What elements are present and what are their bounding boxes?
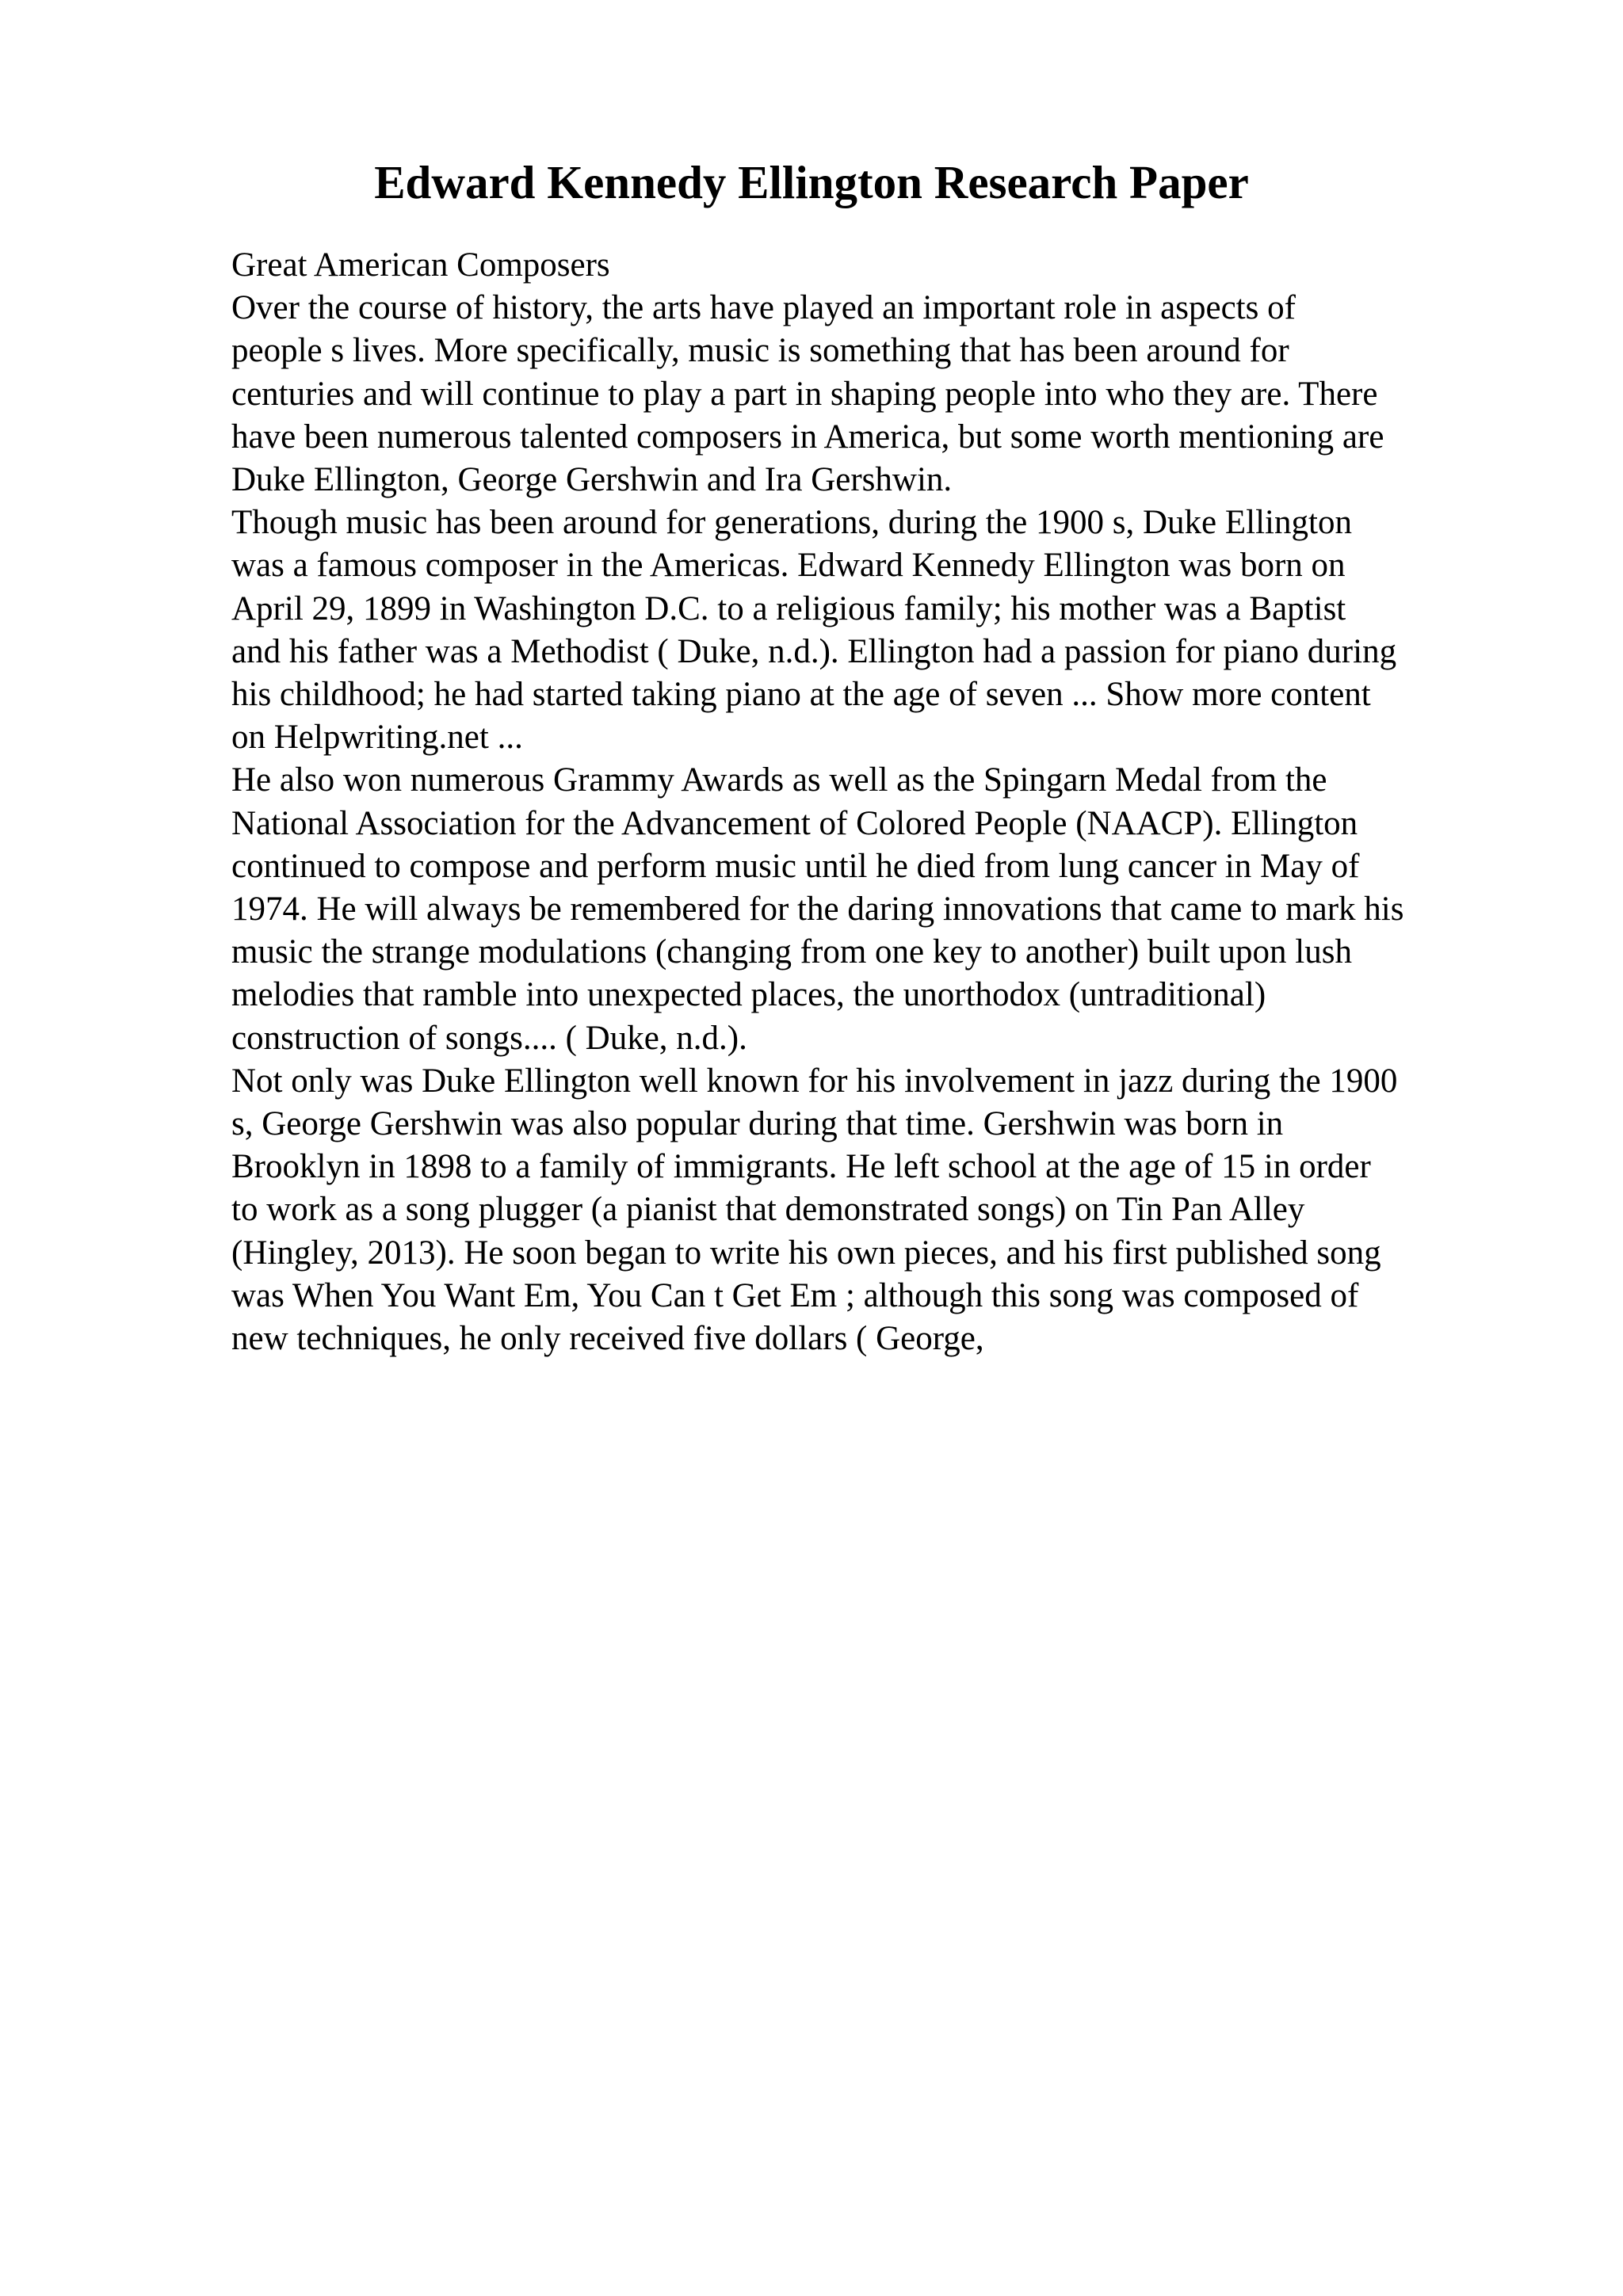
text-line: was a famous composer in the Americas. Edward Kennedy Ellington was born on <box>231 547 1346 585</box>
text-line: people s lives. More specifically, music is something that has been around for <box>231 332 1289 370</box>
text-line: Though music has been around for generations, during the 1900 s, Duke Ellington <box>231 504 1352 542</box>
text-line: Great American Composers <box>231 246 610 284</box>
text-line: new techniques, he only received five dollars ( George, <box>231 1320 984 1358</box>
text-line: on Helpwriting.net ... <box>231 719 523 757</box>
text-line: Not only was Duke Ellington well known for his involvement in jazz during the 1900 <box>231 1062 1398 1100</box>
text-line: s, George Gershwin was also popular during that time. Gershwin was born in <box>231 1105 1284 1143</box>
text-line: his childhood; he had started taking piano at the age of seven ... Show more content <box>231 676 1371 714</box>
document-body <box>231 244 1531 1360</box>
text-line: April 29, 1899 in Washington D.C. to a religious family; his mother was a Baptist <box>231 589 1346 627</box>
text-line: melodies that ramble into unexpected places, the unorthodox (untraditional) <box>231 976 1266 1014</box>
text-line: have been numerous talented composers in America, but some worth mentioning are <box>231 418 1384 456</box>
text-line: (Hingley, 2013). He soon began to write his own pieces, and his first published song <box>231 1234 1381 1272</box>
text-line: National Association for the Advancement of Colored People (NAACP). Ellington <box>231 804 1358 842</box>
text-line: construction of songs.... ( Duke, n.d.). <box>231 1019 747 1057</box>
text-line: Duke Ellington, George Gershwin and Ira Gershwin. <box>231 461 953 499</box>
text-line: Brooklyn in 1898 to a family of immigrants. He left school at the age of 15 in order <box>231 1148 1371 1186</box>
text-line: to work as a song plugger (a pianist that demonstrated songs) on Tin Pan Alley <box>231 1191 1305 1229</box>
document-title: Edward Kennedy Ellington Research Paper <box>374 156 1249 208</box>
text-line: music the strange modulations (changing from one key to another) built upon lush <box>231 933 1352 971</box>
text-line: and his father was a Methodist ( Duke, n.d.). Ellington had a passion for piano during <box>231 632 1397 670</box>
text-line: 1974. He will always be remembered for the daring innovations that came to mark his <box>231 891 1404 929</box>
text-line: was When You Want Em, You Can t Get Em ; although this song was composed of <box>231 1276 1359 1314</box>
text-line: Over the course of history, the arts have played an important role in aspects of <box>231 289 1296 327</box>
text-line: He also won numerous Grammy Awards as well as the Spingarn Medal from the <box>231 761 1327 799</box>
text-line: continued to compose and perform music until he died from lung cancer in May of <box>231 847 1360 885</box>
text-line: centuries and will continue to play a part in shaping people into who they are. There <box>231 375 1378 413</box>
